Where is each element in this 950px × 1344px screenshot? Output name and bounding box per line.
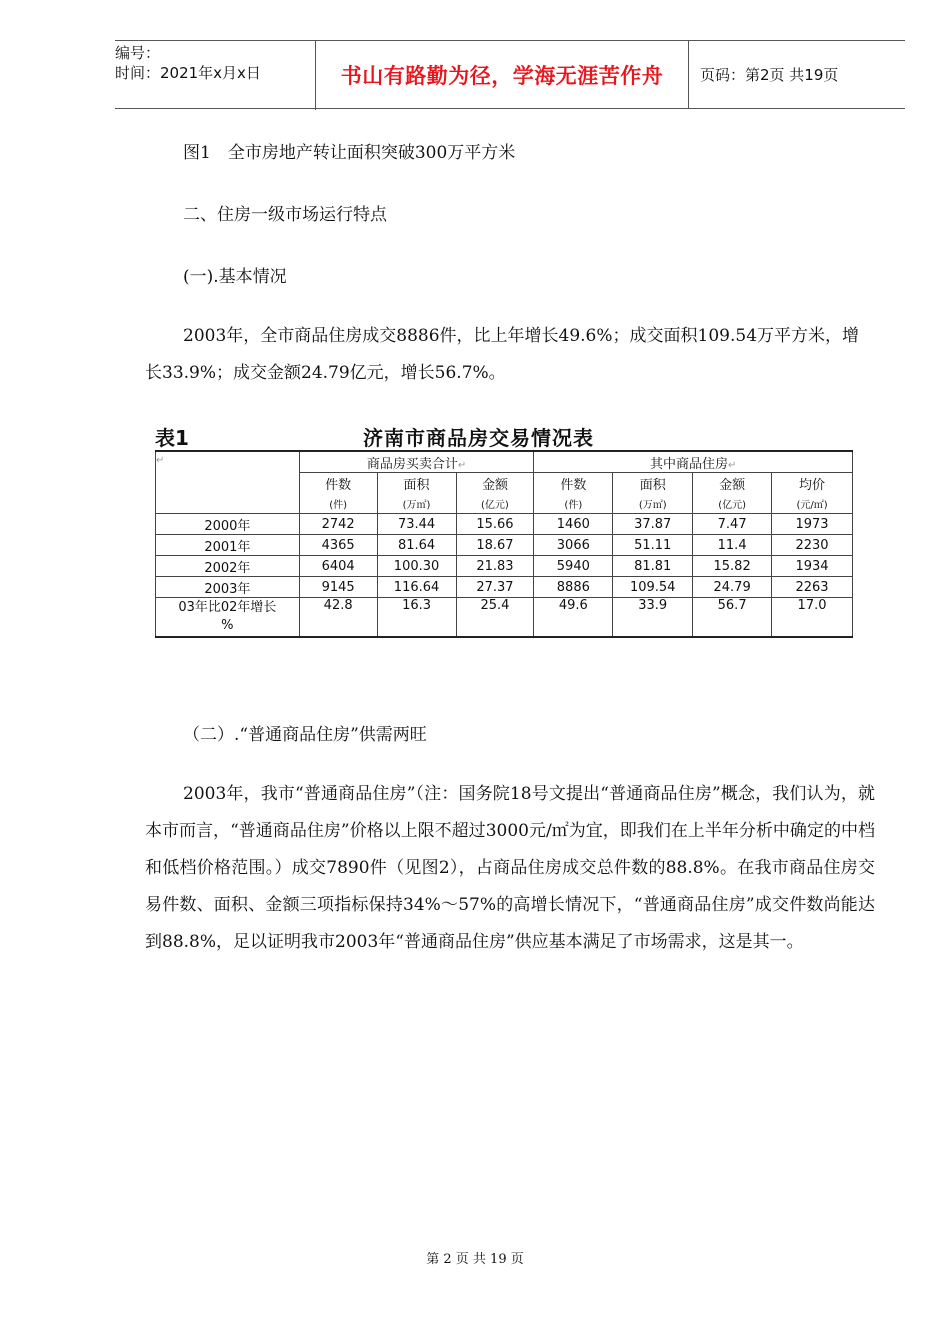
row-label: 2001年 [156,535,300,556]
table-cell: 18.67 [456,535,534,556]
table-cell: 11.4 [693,535,772,556]
table-cell: 1460 [534,514,613,535]
table-cell: 8886 [534,577,613,598]
table-cell: 116.64 [377,577,456,598]
header-motto: 书山有路勤为径，学海无涯苦作舟 [316,41,689,108]
figure-caption: 图1 全市房地产转让面积突破300万平方米 [183,143,516,163]
corner-cell: ↵ [156,451,300,514]
growth-cell: 56.7 [693,598,772,638]
table-title [155,422,867,450]
table-cell: 5940 [534,556,613,577]
table-cell: 81.64 [377,535,456,556]
col-name: 面积 [377,473,456,494]
growth-cell: 49.6 [534,598,613,638]
growth-cell: 17.0 [772,598,853,638]
col-unit: (件) [299,493,377,514]
table-cell: 7.47 [693,514,772,535]
col-name: 件数 [299,473,377,494]
paragraph-1: 2003年，全市商品住房成交8886件，比上年增长49.6%；成交面积109.54万平方米，增长33.9%；成交金额24.79亿元，增长56.7%。 [145,326,860,383]
table-caption: 济南市商品房交易情况表 [363,426,594,450]
page-footer: 第 2 页 共 19 页 [426,1252,524,1267]
growth-row-label: 03年比02年增长 % [156,598,300,638]
subsection-heading-2: （二）.“普通商品住房”供需两旺 [183,725,427,745]
table-cell: 4365 [299,535,377,556]
col-name: 金额 [456,473,534,494]
row-label: 2000年 [156,514,300,535]
table-cell: 2263 [772,577,853,598]
table-cell: 21.83 [456,556,534,577]
table-cell: 15.66 [456,514,534,535]
table-cell: 24.79 [693,577,772,598]
group-header-total: 商品房买卖合计↵ [299,451,534,473]
col-unit: (万㎡) [377,493,456,514]
page-header [115,40,905,109]
trade-table-block [155,422,867,638]
table-row [156,514,853,535]
col-unit: (元/㎡) [772,493,853,514]
table-cell: 37.87 [613,514,693,535]
table-cell: 3066 [534,535,613,556]
growth-cell: 16.3 [377,598,456,638]
trade-table [155,450,853,638]
time-label: 时间：2021年x月x日 [115,64,261,82]
section-heading: 二、住房一级市场运行特点 [183,205,387,225]
table-cell: 100.30 [377,556,456,577]
col-name: 面积 [613,473,693,494]
col-unit: (万㎡) [613,493,693,514]
header-page-label: 页码：第2页 共19页 [700,66,839,84]
growth-cell: 33.9 [613,598,693,638]
header-info [115,41,316,110]
table-cell: 73.44 [377,514,456,535]
col-name: 件数 [534,473,613,494]
col-unit: (亿元) [456,493,534,514]
col-name: 金额 [693,473,772,494]
table-cell: 9145 [299,577,377,598]
table-growth-row [156,598,853,638]
table-cell: 2742 [299,514,377,535]
subsection-heading-1: (一).基本情况 [183,267,287,287]
table-cell: 2230 [772,535,853,556]
table-cell: 1934 [772,556,853,577]
growth-cell: 25.4 [456,598,534,638]
row-label: 2003年 [156,577,300,598]
group-header-housing: 其中商品住房↵ [534,451,853,473]
row-label: 2002年 [156,556,300,577]
table-row [156,577,853,598]
col-unit: (件) [534,493,613,514]
growth-cell: 42.8 [299,598,377,638]
table-cell: 6404 [299,556,377,577]
table-cell: 27.37 [456,577,534,598]
paragraph-2: 2003年，我市“普通商品住房”（注：国务院18号文提出“普通商品住房”概念，我们认为，就本市而言，“普通商品住房”价格以上限不超过3000元/㎡为宜，即我们在上半年分析中确定的中档和低档价格范围。）成交7890件（见图2），占商品住房成交总件数的88.8%。在我市商品住房交易件数、面积、金额三项指标保持34%～57%的高增长情况下，“普通商品住房”成交件数尚能达到88.8%，足以证明我市2003年“普通商品住房”供应基本满足了市场需求，这是其一。 [145,784,875,952]
table-cell: 81.81 [613,556,693,577]
table-cell: 51.11 [613,535,693,556]
table-cell: 1973 [772,514,853,535]
col-name: 均价 [772,473,853,494]
table-cell: 15.82 [693,556,772,577]
col-unit: (亿元) [693,493,772,514]
table-row [156,535,853,556]
table-row [156,556,853,577]
number-label: 编号： [115,44,161,62]
table-group-header-row [156,451,853,473]
table-label: 表1 [155,426,189,450]
table-cell: 109.54 [613,577,693,598]
